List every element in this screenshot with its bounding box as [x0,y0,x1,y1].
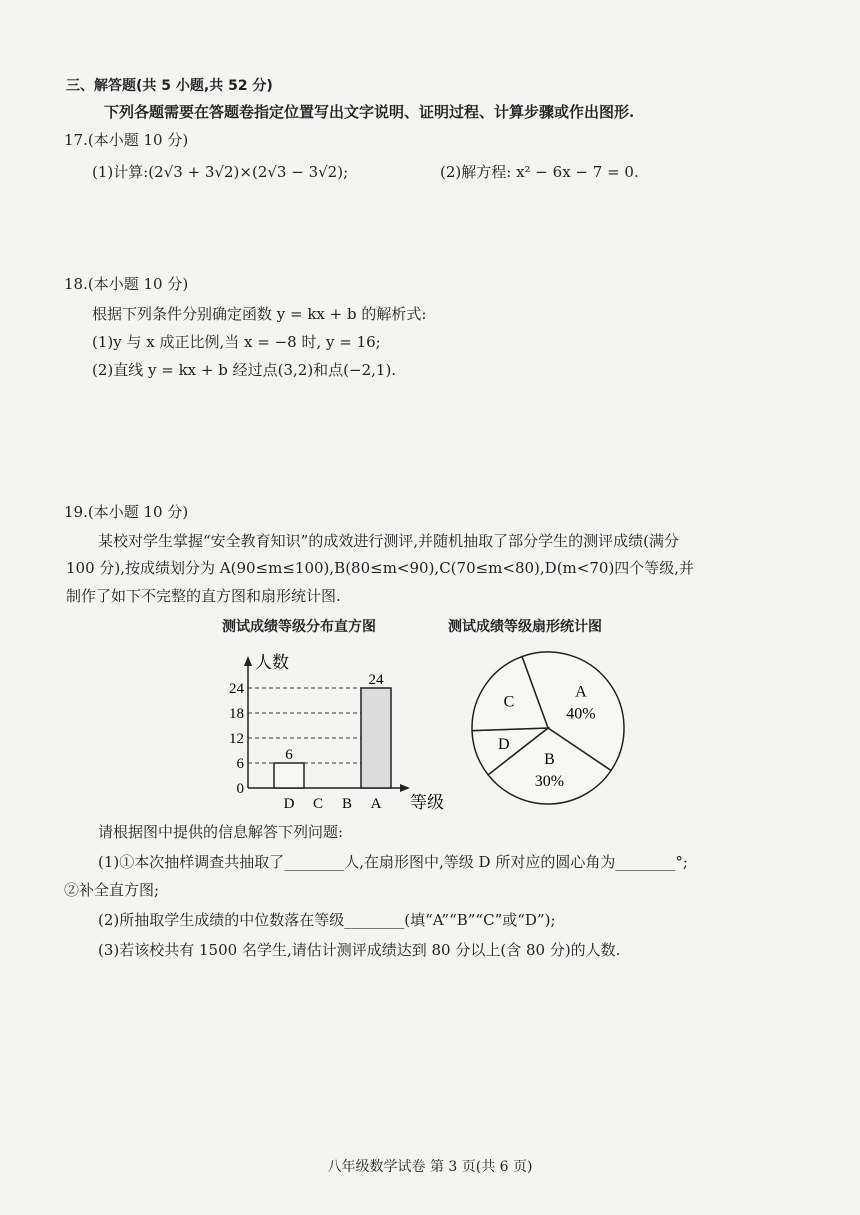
x-axis-label: 等级 [410,793,444,812]
q18-header: 18.(本小题 10 分) [64,275,189,293]
bar-A [361,688,391,788]
pie-percent-B: 30% [534,772,565,790]
q18-part2: (2)直线 y = kx + b 经过点(3,2)和点(−2,1). [92,361,397,379]
y-axis-arrow [244,656,252,666]
section-title: 三、解答题(共 5 小题,共 52 分) [66,78,273,94]
q19-prompt: 请根据图中提供的信息解答下列问题: [98,823,344,841]
q17-header: 17.(本小题 10 分) [64,131,189,149]
y-tick-label-12: 12 [229,731,244,747]
y-tick-label-24: 24 [229,681,244,697]
pie-title: 测试成绩等级扇形统计图 [448,619,602,635]
pie-label-B: B [544,750,555,768]
q18-intro: 根据下列条件分别确定函数 y = kx + b 的解析式: [92,305,427,323]
x-tick-label-A: A [370,796,382,812]
q19-header: 19.(本小题 10 分) [64,503,189,521]
y-tick-label-0: 0 [236,781,244,797]
q19-q3: (3)若该校共有 1500 名学生,请估计测评成绩达到 80 分以上(含 80 分)的人数. [98,941,621,959]
q17-part2: (2)解方程: x² − 6x − 7 = 0. [440,163,639,181]
page-footer: 八年级数学试卷 第 3 页(共 6 页) [327,1159,533,1175]
pie-chart [468,648,628,808]
q19-text3: 制作了如下不完整的直方图和扇形统计图. [66,587,341,605]
bar-value-label-A: 24 [368,672,384,688]
x-tick-label-C: C [312,796,324,812]
q19-q1a: (1)①本次抽样调查共抽取了________人,在扇形图中,等级 D 所对应的圆心角为________°; [98,853,688,871]
histogram-chart [218,648,458,816]
x-tick-label-B: B [341,796,353,812]
section-instruction: 下列各题需要在答题卷指定位置写出文字说明、证明过程、计算步骤或作出图形. [104,103,635,121]
histogram-title: 测试成绩等级分布直方图 [222,619,376,635]
pie-percent-A: 40% [566,705,596,723]
bar-D [274,763,304,788]
pie-label-A: A [575,683,587,701]
pie-label-D: D [497,736,510,754]
q19-text1: 某校对学生掌握“安全教育知识”的成效进行测评,并随机抽取了部分学生的测评成绩(满分 [98,532,679,550]
q19-q1b: ②补全直方图; [64,881,160,899]
y-tick-label-6: 6 [236,756,244,772]
pie-label-C: C [503,693,515,711]
q19-q2: (2)所抽取学生成绩的中位数落在等级________(填“A”“B”“C”或“D”); [98,911,556,929]
q18-part1: (1)y 与 x 成正比例,当 x = −8 时, y = 16; [92,333,381,351]
y-axis-label: 人数 [255,653,289,672]
q17-part1: (1)计算:(2√3 + 3√2)×(2√3 − 3√2); [92,163,349,181]
x-tick-label-D: D [283,796,295,812]
q19-text2: 100 分),按成绩划分为 A(90≤m≤100),B(80≤m<90),C(70≤m<80),D(m<70)四个等级,并 [66,559,695,577]
bar-value-label-D: 6 [285,747,293,763]
x-axis-arrow [400,784,410,792]
y-tick-label-18: 18 [229,706,244,722]
